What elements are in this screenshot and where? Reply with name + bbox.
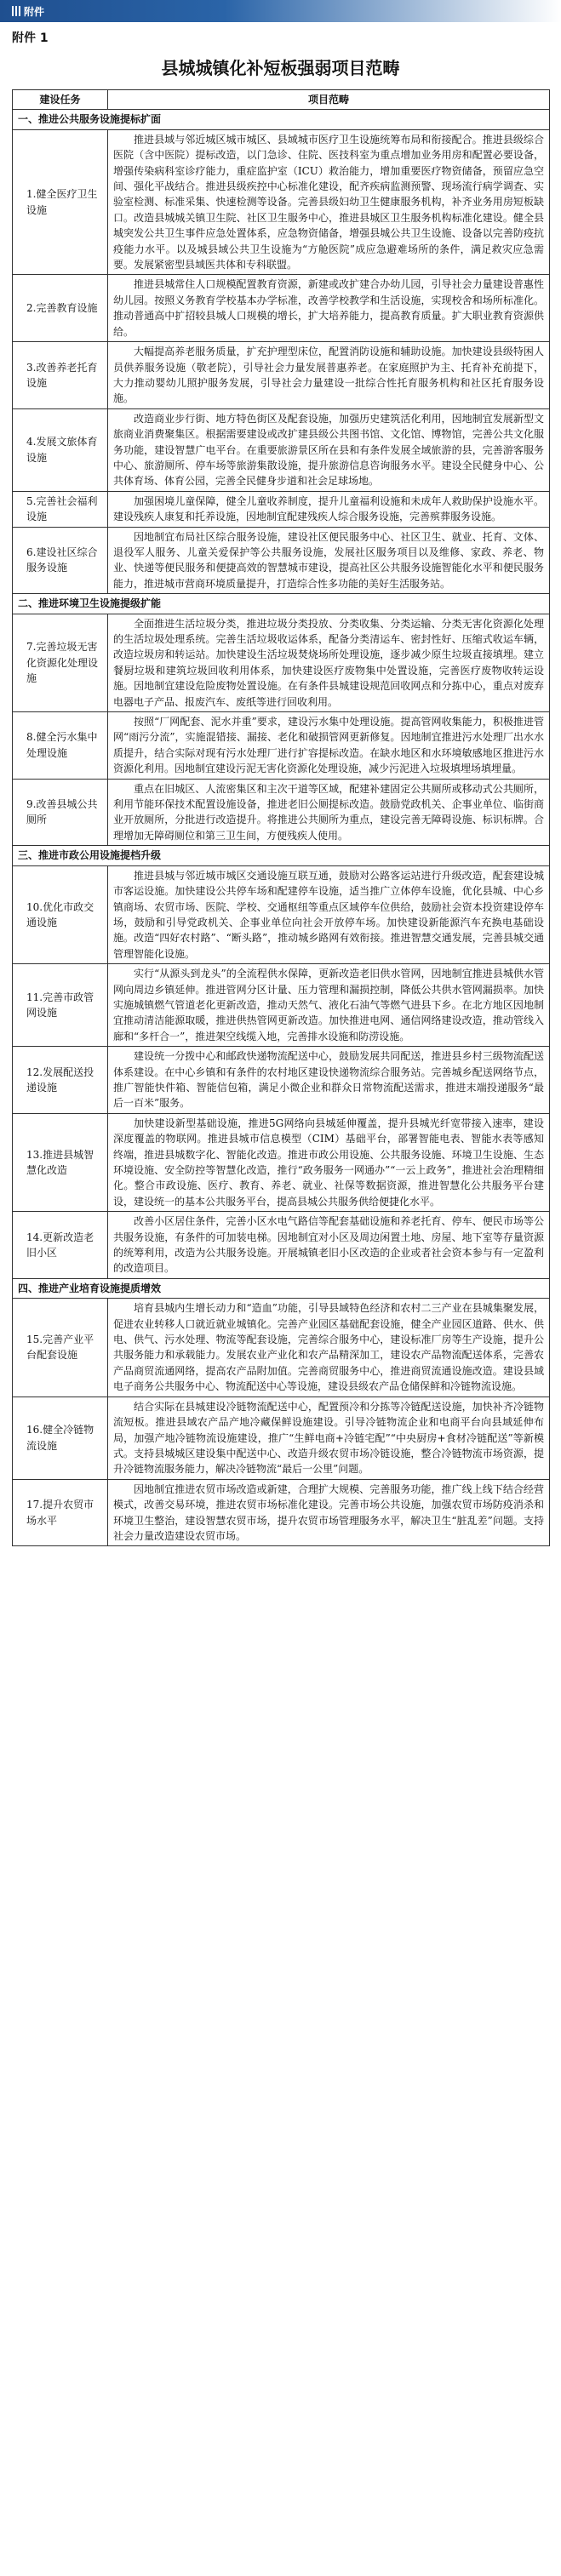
project-table	[12, 89, 550, 1546]
attachment-label: 附件 1	[12, 31, 49, 45]
task-cell: 8.健全污水集中处理设施	[13, 712, 108, 780]
scope-cell: 推进县城与邻近城市城区交通设施互联互通，鼓励对公路客运站进行升级改造，配套建设城市客运设施。加快建设公共停车场和配建停车设施，适当推广立体停车设施，优化县城、中心乡镇商场、农贸市场、医院、学校、交通枢纽等重点区域停车位供给，鼓励社会资本投资建设停车场，鼓励和引导党政机关、企事业单位向社会开放停车场。加快建设新能源汽车充换电基础设施。改造“四好农村路”、“断头路”，推动城乡路网有效衔接。推进智慧交通发展，完善县城交通管理智能化设施。	[108, 865, 550, 963]
table-row	[13, 527, 550, 594]
table-row	[13, 1397, 550, 1479]
stripe-icon	[12, 6, 20, 16]
table-row	[13, 275, 550, 342]
task-cell: 12.发展配送投递设施	[13, 1047, 108, 1114]
scope-cell: 培育县城内生增长动力和“造血”功能，引导县域特色经济和农村二三产业在县城集聚发展，促进农业转移人口就近就业城镇化。完善产业园区基础配套设施，健全产业园区道路、供水、供电、供气、污水处理、物流等配套设施，完善综合服务中心，建设标准厂房等生产设施，提升公共服务能力和承载能力。发展农业产业化和农产品精深加工，建设农产品物流配送体系，完善农产品商贸流通网络，提高农产品附加值。完善商贸服务中心，推进商贸流通设施改造。建设县域电子商务公共服务中心、物流配送中心等设施，建设县级农产品仓储保鲜和冷链物流设施。	[108, 1299, 550, 1397]
task-cell: 6.建设社区综合服务设施	[13, 527, 108, 594]
section-row	[13, 1278, 550, 1298]
task-cell: 14.更新改造老旧小区	[13, 1212, 108, 1279]
task-cell: 15.完善产业平台配套设施	[13, 1299, 108, 1397]
task-cell: 16.健全冷链物流设施	[13, 1397, 108, 1479]
scope-cell: 加强困境儿童保障，健全儿童收养制度，提升儿童福利设施和未成年人救助保护设施水平。建设残疾人康复和托养设施，因地制宜配建残疾人综合服务设施，完善殡葬服务设施。	[108, 491, 550, 527]
scope-cell: 改善小区居住条件，完善小区水电气路信等配套基础设施和养老托育、停车、便民市场等公共服务设施，有条件的可加装电梯。因地制宜对小区及周边闲置土地、房屋、地下室等存量资源的统筹利用，改造为公共服务设施。开展城镇老旧小区改造的企业或者社会资本参与有一定盈利的改造项目。	[108, 1212, 550, 1279]
scope-cell: 实行“从源头到龙头”的全流程供水保障，更新改造老旧供水管网，因地制宜推进县城供水管网向周边乡镇延伸。推进管网分区计量、压力管理和漏损控制，降低公共供水管网漏损率。加快实施城镇燃气管道老化更新改造，推动天然气、液化石油气等燃气进县下乡。在北方地区因地制宜推动清洁能源取暖，推进供热管网更新改造。加快推进电网、通信网络建设改造，推动管线入廊和“多杆合一”，推进架空线缆入地，完善排水设施和防涝设施。	[108, 964, 550, 1047]
section-title: 三、推进市政公用设施提档升级	[13, 846, 550, 865]
table-row	[13, 1479, 550, 1546]
table-row	[13, 408, 550, 491]
scope-cell: 重点在旧城区、人流密集区和主次干道等区域，配建补建固定公共厕所或移动式公共厕所，利用节能环保技术配置设施设备，推进老旧公厕提标改造。鼓励党政机关、企事业单位、临街商业开放厕所，分批进行改造提升。将推进公共厕所为重点，建设完善无障碍设施、标识标牌。合理增加无障碍厕位和第三卫生间，方便残疾人使用。	[108, 779, 550, 846]
task-cell: 1.健全医疗卫生设施	[13, 129, 108, 275]
section-row	[13, 846, 550, 865]
task-cell: 13.推进县城智慧化改造	[13, 1113, 108, 1211]
column-header-scope: 项目范畴	[108, 90, 550, 110]
table-row	[13, 1047, 550, 1114]
scope-cell: 结合实际在县城建设冷链物流配送中心，配置预冷和分拣等冷链配送设施，加快补齐冷链物流短板。推进县域农产品产地冷藏保鲜设施建设。引导冷链物流企业和电商平台向县域延伸布局，加强产地冷链物流设施建设，推广“生鲜电商+冷链宅配”“中央厨房+食材冷链配送”等新模式。支持县城城区建设集中配送中心、改造升级农贸市场冷链设施，整合冷链物流市场资源，提升冷链物流服务能力，解决冷链物流“最后一公里”问题。	[108, 1397, 550, 1479]
table-row	[13, 712, 550, 780]
task-cell: 10.优化市政交通设施	[13, 865, 108, 963]
section-title: 四、推进产业培育设施提质增效	[13, 1278, 550, 1298]
table-row	[13, 129, 550, 275]
table-body	[13, 110, 550, 1546]
table-row	[13, 491, 550, 527]
scope-cell: 因地制宜布局社区综合服务设施，建设社区便民服务中心、社区卫生、就业、托育、文体、退役军人服务、儿童关爱保护等公共服务设施，发展社区服务项目以及维修、家政、养老、物业、快递等便民服务和便捷高效的智慧城市建设，提高社区公共服务设施智能化水平和便民服务能力，推进城市营商环境质量提升，打造综合性多功能的美好生活服务站。	[108, 527, 550, 594]
task-cell: 11.完善市政管网设施	[13, 964, 108, 1047]
table-row	[13, 1212, 550, 1279]
task-cell: 17.提升农贸市场水平	[13, 1479, 108, 1546]
section-title: 一、推进公共服务设施提标扩面	[13, 110, 550, 129]
table-row	[13, 865, 550, 963]
header-bar	[0, 0, 561, 22]
task-cell: 9.改善县城公共厕所	[13, 779, 108, 846]
section-row	[13, 110, 550, 129]
scope-cell: 大幅提高养老服务质量，扩充护理型床位，配置消防设施和辅助设施。加快建设县级特困人员供养服务设施（敬老院），引导社会力量发展普惠养老。在家庭照护为主、托育补充前提下，大力推动婴幼儿照护服务发展，引导社会力量建设一批综合性托育服务机构和社区托育服务设施。	[108, 342, 550, 409]
scope-cell: 加快建设新型基础设施，推进5G网络向县城延伸覆盖，提升县城光纤宽带接入速率，建设深度覆盖的物联网。推进县城市信息模型（CIM）基础平台，部署智能电表、智能水表等感知终端，推进县城数字化、智能化改造。推进市政公用设施、公共服务设施、环境卫生设施、生态环境设施、安全防控等智慧化改造，推行“政务服务一网通办”“一云上政务”，推进社会治理精细化。整合市政设施、医疗、教育、养老、就业、社保等数据资源，推进智慧化公共服务平台建设，建设统一的基本公共服务平台，提高县城公共服务供给便捷化水平。	[108, 1113, 550, 1211]
scope-cell: 改造商业步行街、地方特色街区及配套设施，加强历史建筑活化利用，因地制宜发展新型文旅商业消费聚集区。根据需要建设或改扩建县级公共图书馆、文化馆、博物馆，完善公共文化服务功能，建设智慧广电平台。在重要旅游景区所在县和有条件发展全域旅游的县，完善游客服务中心、旅游厕所、停车场等旅游集散设施，提升旅游信息咨询服务水平。建设全民健身中心、公共体育场、体育公园，完善全民健身步道和社会足球场地。	[108, 408, 550, 491]
task-cell: 5.完善社会福利设施	[13, 491, 108, 527]
header-label: 附件	[24, 5, 45, 18]
table-header-row	[13, 90, 550, 110]
scope-cell: 建设统一分拨中心和邮政快递物流配送中心，鼓励发展共同配送，推进县乡村三级物流配送体系建设。在中心乡镇和有条件的农村地区建设快递物流综合服务站。完善城乡配送网络节点，推广智能快件箱、智能信包箱，满足小微企业和群众日常物流配送需求，推进末端投递服务“最后一百米”服务。	[108, 1047, 550, 1114]
section-row	[13, 594, 550, 614]
document-title: 县城城镇化补短板强弱项目范畴	[161, 58, 400, 78]
scope-cell: 全面推进生活垃圾分类，推进垃圾分类投放、分类收集、分类运输、分类无害化资源化处理的生活垃圾处理系统。完善生活垃圾收运体系，配备分类清运车、密封性好、压缩式收运车辆，改造垃圾房和转运站。加快建设生活垃圾焚烧场所处理设施，逐步减少原生垃圾直接填埋。建立餐厨垃圾和建筑垃圾回收利用体系，加快建设医疗废物集中处置设施，完善医疗废物收转运设施。因地制宜建设危险废物处置设施。在有条件县城建设规范回收网点和分拣中心，重点对废弃电器电子产品、报废汽车、废纸等进行回收利用。	[108, 614, 550, 711]
scope-cell: 推进县城常住人口规模配置教育资源，新建或改扩建合办幼儿园，引导社会力量建设普惠性幼儿园。按照义务教育学校基本办学标准，改善学校教学和生活设施，实现校舍和场所标准化。推动普通高中扩招较县城人口规模的增长，扩大培养能力，提高教育质量。扩大职业教育资源供给。	[108, 275, 550, 342]
section-title: 二、推进环境卫生设施提级扩能	[13, 594, 550, 614]
table-row	[13, 1299, 550, 1397]
table-row	[13, 1113, 550, 1211]
scope-cell: 推进县域与邻近城区城市城区、县域城市医疗卫生设施统筹布局和衔接配合。推进县级综合医院（含中医院）提标改造，以门急诊、住院、医技科室为重点增加业务用房和配置必要设备，增强传染病科室诊疗能力，重症监护室（ICU）救治能力，增加重要医疗物资储备，预留应急空间、强化平战结合。推进县级疾控中心标准化建设，配齐疾病监测预警、现场流行病学调查、实验室检测、标准采集、快速检测等设备。完善县级妇幼卫生健康服务机构，补齐业务用房短板缺口。改造县城城关镇卫生院、社区卫生服务中心，推进县城区卫生服务机构标准化建设。健全县城突发公共卫生事件应急处置体系，应急物资储备，增强县城公共卫生设施、设备以完善防疫抗疫能力水平。以及城县域公共卫生设施为“方舱医院”成应急避难场所的条件，满足救灾应急需要。发展紧密型县域医共体和专科联盟。	[108, 129, 550, 275]
task-cell: 7.完善垃圾无害化资源化处理设施	[13, 614, 108, 711]
task-cell: 3.改善养老托育设施	[13, 342, 108, 409]
table-row	[13, 614, 550, 711]
table-row	[13, 342, 550, 409]
task-cell: 2.完善教育设施	[13, 275, 108, 342]
column-header-task: 建设任务	[13, 90, 108, 110]
table-row	[13, 964, 550, 1047]
task-cell: 4.发展文旅体育设施	[13, 408, 108, 491]
scope-cell: 按照“厂网配套、泥水并重”要求，建设污水集中处理设施。提高管网收集能力，积极推进管网“雨污分流”，实施混错接、漏接、老化和破损管网更新修复。因地制宜推进污水处理厂出水水质提升，结合实际对现有污水处理厂进行扩容提标改造。在缺水地区和水环境敏感地区推进污水资源化利用。因地制宜建设污泥无害化资源化处理设施，减少污泥进入垃圾填埋场填埋量。	[108, 712, 550, 780]
table-row	[13, 779, 550, 846]
scope-cell: 因地制宜推进农贸市场改造或新建，合理扩大规模、完善服务功能，推广线上线下结合经营模式，改善交易环境，推进农贸市场标准化建设。完善市场公共设施，加强农贸市场防疫消杀和环境卫生整治，建设智慧农贸市场，提升农贸市场管理服务水平，解决卫生“脏乱差”问题。支持社会力量改造建设农贸市场。	[108, 1479, 550, 1546]
